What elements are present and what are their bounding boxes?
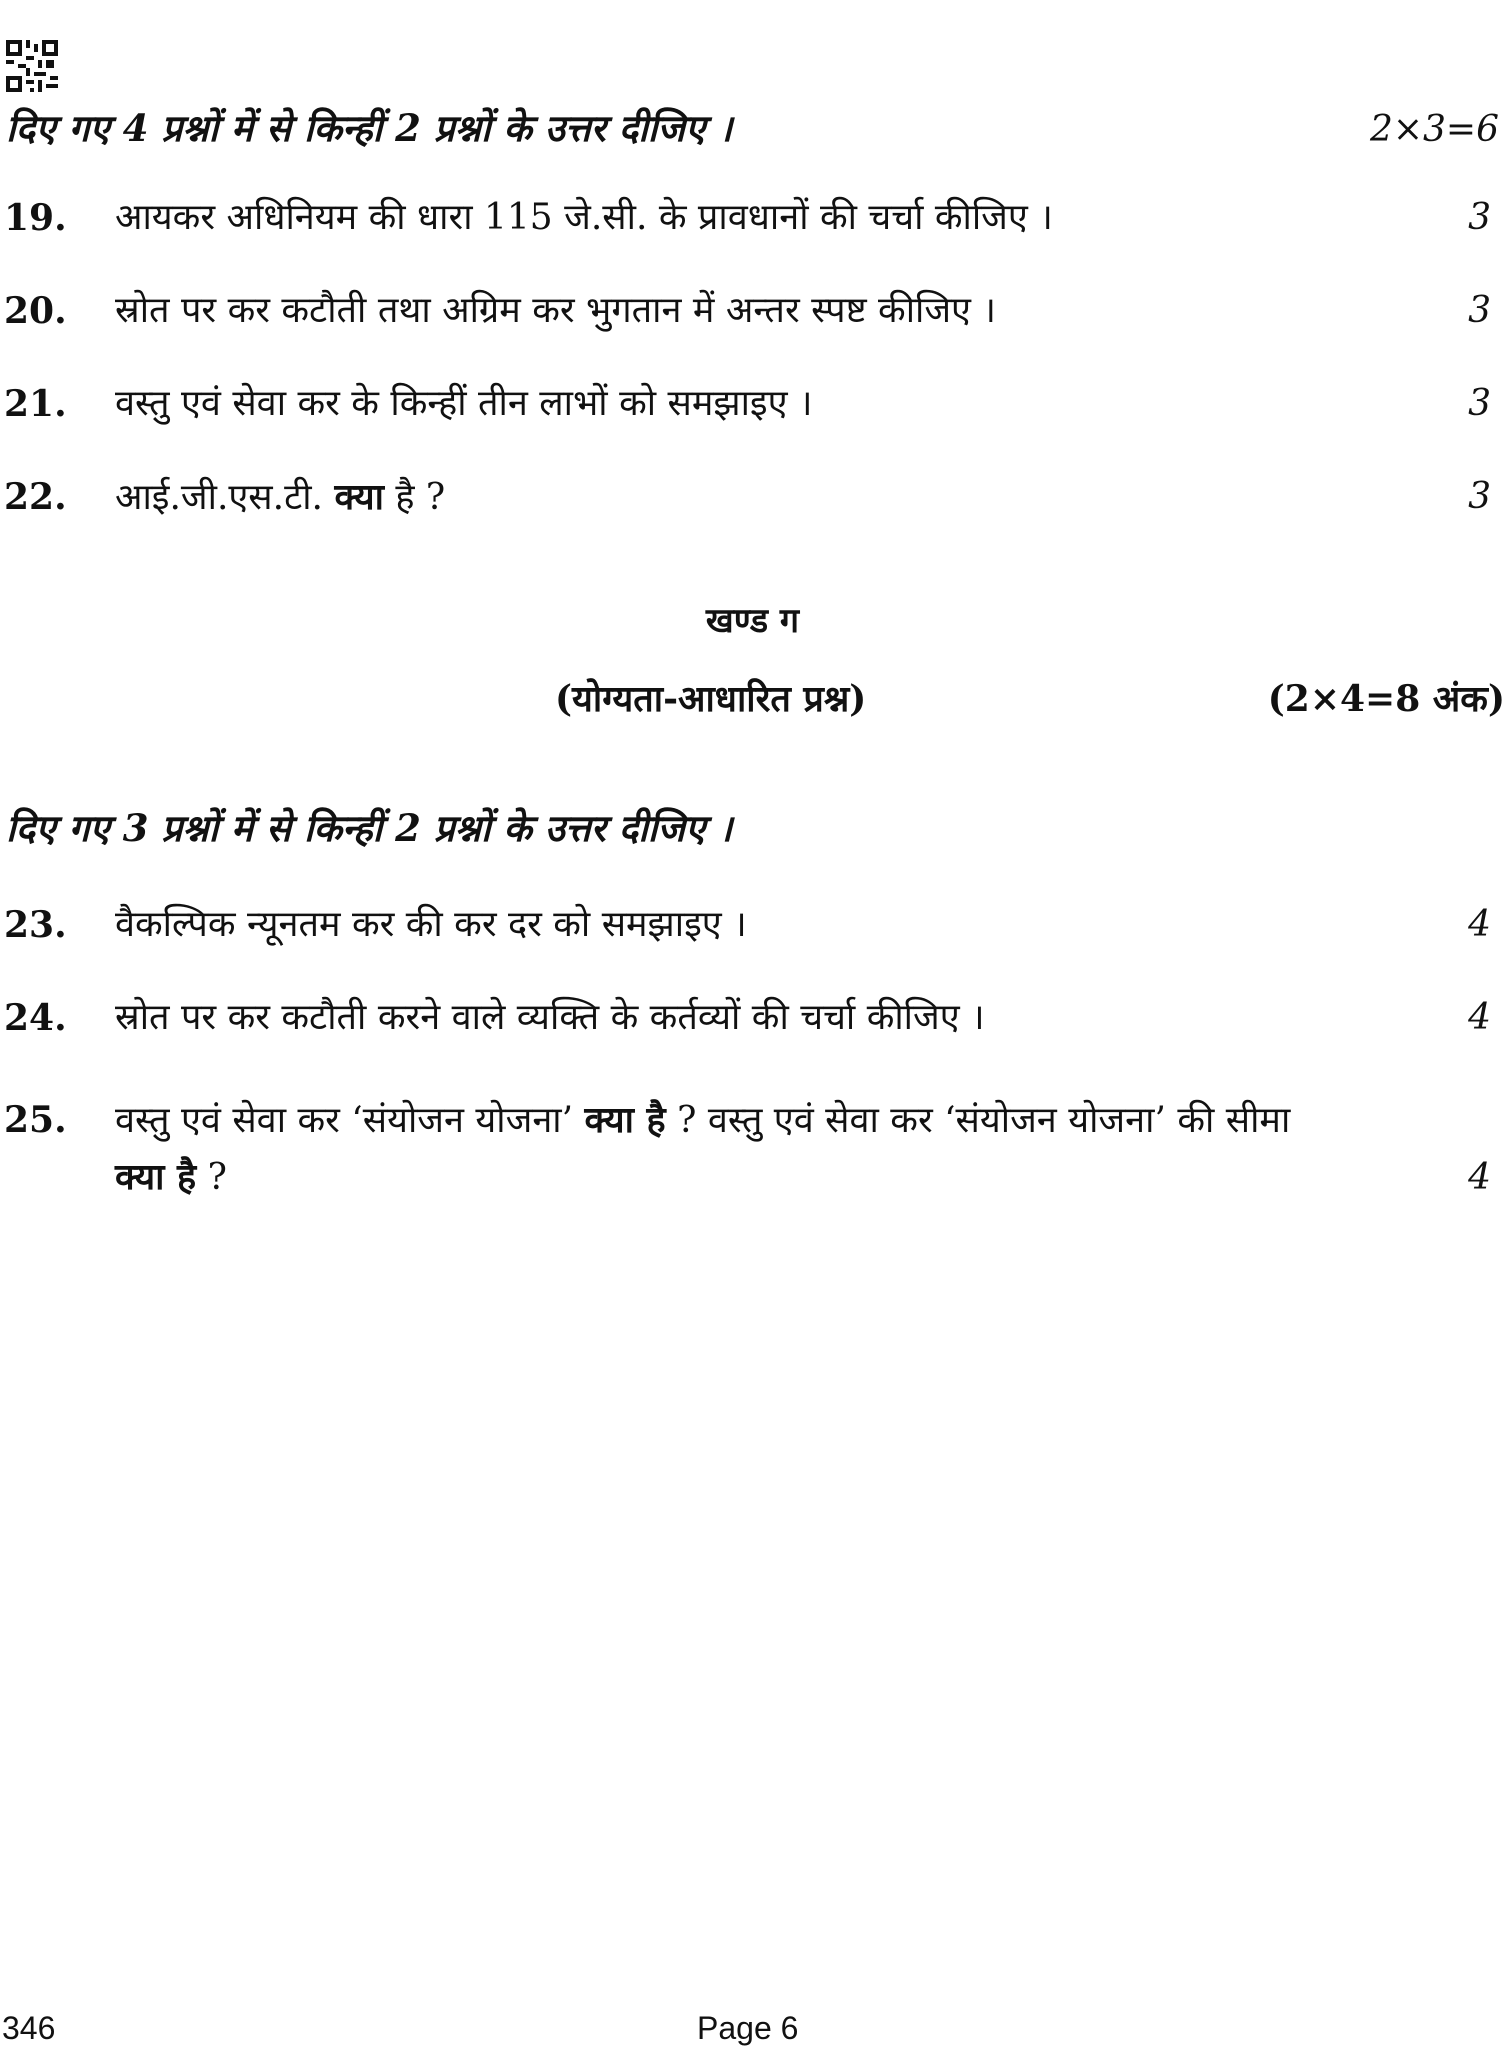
section-c-instruction: दिए गए 3 प्रश्नों में से किन्हीं 2 प्रश्नों के उत्तर दीजिए । — [6, 806, 733, 850]
section-c-total-marks: (2×4=8 अंक) — [1267, 678, 1505, 720]
question-text-part: ? — [196, 1157, 227, 1198]
question-marks: 4 — [1468, 1157, 1491, 1198]
section-c-subtitle: (योग्यता-आधारित प्रश्न) — [555, 678, 867, 720]
page-number: Page 6 — [697, 2010, 799, 2046]
question-text — [115, 469, 1415, 526]
question-text — [115, 1092, 1415, 1206]
question-marks: 3 — [1468, 290, 1491, 331]
question-text-part: वस्तु एवं सेवा कर ‘संयोजन योजना’ — [115, 1100, 585, 1141]
question-marks: 4 — [1468, 997, 1491, 1038]
question-text: स्रोत पर कर कटौती करने वाले व्यक्ति के कर्तव्यों की चर्चा कीजिए । — [115, 997, 985, 1038]
question-text-bold: क्या है — [115, 1156, 197, 1198]
question-text-part: है ? — [383, 477, 446, 518]
question-text: वस्तु एवं सेवा कर के किन्हीं तीन लाभों को समझाइए । — [115, 383, 813, 424]
question-number: 23. — [4, 904, 67, 946]
question-number: 20. — [4, 290, 67, 332]
question-number: 21. — [4, 383, 67, 425]
question-text: वैकल्पिक न्यूनतम कर की कर दर को समझाइए । — [115, 904, 747, 945]
paper-code: 346 — [2, 2010, 56, 2046]
question-number: 22. — [4, 476, 67, 518]
question-marks: 3 — [1468, 197, 1491, 238]
question-text: आयकर अधिनियम की धारा 115 जे.सी. के प्रावधानों की चर्चा कीजिए । — [115, 197, 1053, 238]
question-text-bold: क्या है — [584, 1099, 666, 1141]
question-marks: 3 — [1468, 476, 1491, 517]
section-c-title: खण्ड ग — [705, 601, 800, 641]
question-text-bold: क्या — [334, 476, 384, 518]
question-text-part: आई.जी.एस.टी. — [115, 477, 335, 518]
question-marks: 3 — [1468, 383, 1491, 424]
question-text: स्रोत पर कर कटौती तथा अग्रिम कर भुगतान में अन्तर स्पष्ट कीजिए । — [115, 290, 997, 331]
question-marks: 4 — [1468, 904, 1491, 945]
question-text-part: ? वस्तु एवं सेवा कर ‘संयोजन योजना’ की सीमा — [665, 1100, 1291, 1141]
question-number: 19. — [4, 197, 67, 239]
section-b-marks: 2×3=6 — [1369, 109, 1499, 150]
question-number: 25. — [4, 1099, 67, 1141]
qr-code — [6, 40, 58, 92]
question-number: 24. — [4, 997, 67, 1039]
section-b-instruction: दिए गए 4 प्रश्नों में से किन्हीं 2 प्रश्नों के उत्तर दीजिए । — [6, 106, 733, 150]
